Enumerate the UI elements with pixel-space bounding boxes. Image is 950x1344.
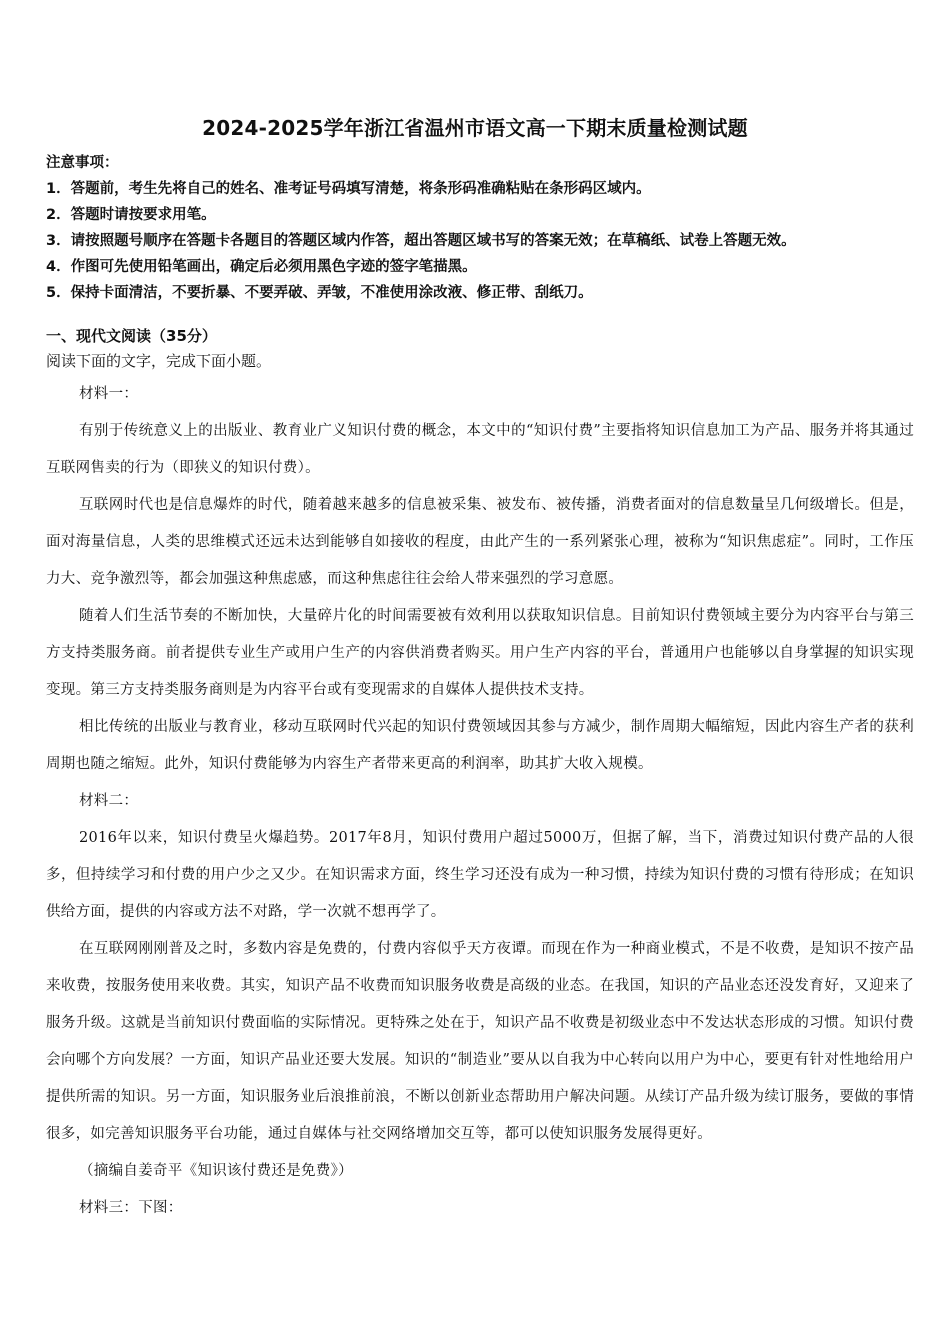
notice-item-4: 4．作图可先使用铅笔画出，确定后必须用黑色字迹的签字笔描黑。 [46,259,477,275]
notice-item-2: 2．答题时请按要求用笔。 [46,207,216,223]
material-1-paragraph: 互联网时代也是信息爆炸的时代，随着越来越多的信息被采集、被发布、被传播，消费者面对的信息数量呈几何级增长。但是，面对海量信息，人类的思维模式还远未达到能够自如接收的程度，由此产生的一系列紧张心理，被称为“知识焦虑症”。同时，工作压力大、竞争激烈等，都会加强这种焦虑感，而这种焦虑往往会给人带来强烈的学习意愿。 [46,497,914,587]
notice-item-1: 1．答题前，考生先将自己的姓名、准考证号码填写清楚，将条形码准确粘贴在条形码区域内。 [46,181,651,197]
material-2-source: （摘编自姜奇平《知识该付费还是免费》） [79,1163,353,1179]
material-1-paragraph: 相比传统的出版业与教育业，移动互联网时代兴起的知识付费领域因其参与方减少，制作周期大幅缩短，因此内容生产者的获利周期也随之缩短。此外，知识付费能够为内容生产者带来更高的利润率，助其扩大收入规模。 [46,719,914,772]
notice-block [46,150,916,306]
notice-item-5: 5．保持卡面清洁，不要折暴、不要弄破、弄皱，不准使用涂改液、修正带、刮纸刀。 [46,285,593,301]
section-instruction: 阅读下面的文字，完成下面小题。 [46,352,272,370]
material-1-label: 材料一： [79,386,139,402]
exam-title: 2024-2025学年浙江省温州市语文高一下期末质量检测试题 [202,116,748,140]
material-2-paragraph: 在互联网刚刚普及之时，多数内容是免费的，付费内容似乎天方夜谭。而现在作为一种商业模式，不是不收费，是知识不按产品来收费，按服务使用来收费。其实，知识产品不收费而知识服务收费是高级的业态。在我国，知识的产品业态还没发育好，又迎来了服务升级。这就是当前知识付费面临的实际情况。更特殊之处在于，知识产品不收费是初级业态中不发达状态形成的习惯。知识付费会向哪个方向发展？一方面，知识产品业还要大发展。知识的“制造业”要从以自我为中心转向以用户为中心，要更有针对性地给用户提供所需的知识。另一方面，知识服务业后浪推前浪，不断以创新业态帮助用户解决问题。从续订产品升级为续订服务，要做的事情很多，如完善知识服务平台功能，通过自媒体与社交网络增加交互等，都可以使知识服务发展得更好。 [46,941,914,1142]
section-heading: 一、现代文阅读（35分） [46,327,217,345]
material-1-paragraph: 有别于传统意义上的出版业、教育业广义知识付费的概念，本文中的“知识付费”主要指将知识信息加工为产品、服务并将其通过互联网售卖的行为（即狭义的知识付费）。 [46,423,914,476]
reading-passage [46,376,914,1227]
notice-item-3: 3．请按照题号顺序在答题卡各题目的答题区域内作答，超出答题区域书写的答案无效；在草稿纸、试卷上答题无效。 [46,233,796,249]
material-1-paragraph: 随着人们生活节奏的不断加快，大量碎片化的时间需要被有效利用以获取知识信息。目前知识付费领域主要分为内容平台与第三方支持类服务商。前者提供专业生产或用户生产的内容供消费者购买。用户生产内容的平台，普通用户也能够以自身掌握的知识实现变现。第三方支持类服务商则是为内容平台或有变现需求的自媒体人提供技术支持。 [46,608,914,698]
notice-heading: 注意事项： [46,155,119,171]
material-2-label: 材料二： [79,793,139,809]
material-2-paragraph: 2016年以来，知识付费呈火爆趋势。2017年8月，知识付费用户超过5000万，但据了解，当下，消费过知识付费产品的人很多，但持续学习和付费的用户少之又少。在知识需求方面，终生学习还没有成为一种习惯，持续为知识付费的习惯有待形成；在知识供给方面，提供的内容或方法不对路，学一次就不想再学了。 [46,830,914,920]
material-3-label: 材料三：下图： [79,1200,183,1216]
